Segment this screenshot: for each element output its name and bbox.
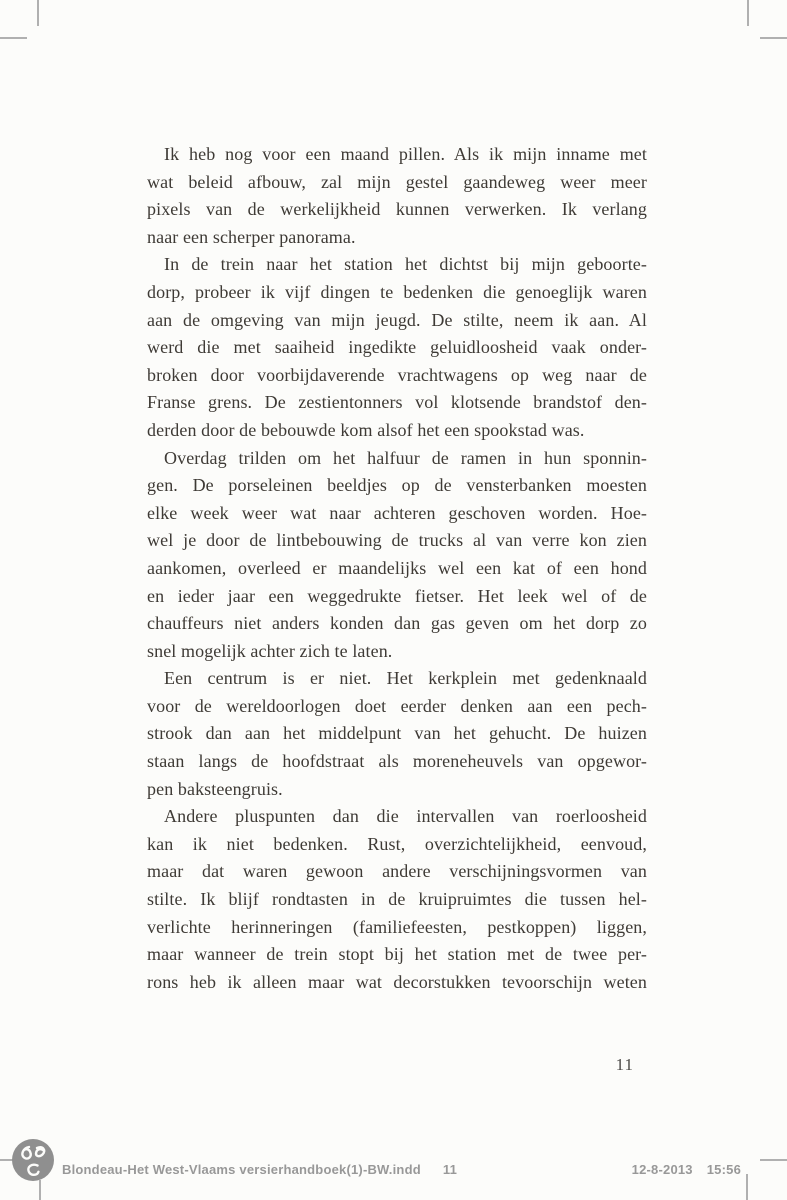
- slug-date: 12-8-2013: [631, 1162, 693, 1177]
- text-line: snel mogelijk achter zich te laten.: [147, 640, 393, 661]
- footer-slug-line: [0, 1138, 787, 1188]
- text-line: wat beleid afbouw, zal mijn gestel gaandeweg weer meer: [147, 171, 647, 192]
- text-line: chauffeurs niet anders konden dan gas geven om het dorp zo: [147, 613, 647, 634]
- text-line: elke week weer wat naar achteren geschoven worden. Hoe-: [147, 502, 647, 523]
- text-line: gen. De porseleinen beeldjes op de vensterbanken moesten: [147, 475, 647, 496]
- text-line: staan langs de hoofdstraat als moreneheuvels van opgewor-: [147, 751, 647, 772]
- crop-mark-top-right-vertical: [747, 0, 749, 26]
- text-line: Ik heb nog voor een maand pillen. Als ik mijn inname met: [164, 144, 647, 164]
- text-line: kan ik niet bedenken. Rust, overzichtelijkheid, eenvoud,: [147, 833, 647, 854]
- text-line: dorp, probeer ik vijf dingen te bedenken die genoeglijk waren: [147, 281, 647, 302]
- paragraph: [147, 803, 647, 996]
- text-line: aankomen, overleed er maandelijks wel een kat of een hond: [147, 557, 647, 578]
- text-line: Overdag trilden om het halfuur de ramen in hun sponnin-: [164, 447, 647, 468]
- text-line: pixels van de werkelijkheid kunnen verwerken. Ik verlang: [147, 199, 647, 220]
- crop-mark-top-left-vertical: [37, 0, 39, 26]
- slug-time: 15:56: [706, 1162, 741, 1177]
- text-line: maar dat waren gewoon andere verschijningsvormen van: [147, 861, 647, 882]
- text-line: broken door voorbijdaverende vrachtwagens op weg naar de: [147, 364, 647, 385]
- text-line: strook dan aan het middelpunt van het gehucht. De huizen: [147, 723, 647, 744]
- paragraph: [147, 251, 647, 444]
- text-line: verlichte herinneringen (familiefeesten, pestkoppen) liggen,: [147, 916, 647, 937]
- text-line: voor de wereldoorlogen doet eerder denken aan een pech-: [147, 695, 647, 716]
- slug-filename: Blondeau-Het West-Vlaams versierhandboek(1)-BW.indd: [62, 1162, 421, 1177]
- text-line: wel je door de lintbebouwing de trucks al van verre kon zien: [147, 530, 647, 551]
- slug-datetime: [632, 1162, 741, 1177]
- crop-mark-top-left-horizontal: [0, 37, 27, 39]
- text-line: en ieder jaar een weggedrukte fietser. Het leek wel of de: [147, 585, 647, 606]
- text-line: aan de omgeving van mijn jeugd. De stilte, neem ik aan. Al: [147, 309, 647, 330]
- text-line: werd die met saaiheid ingedikte geluidloosheid vaak onder-: [147, 337, 647, 358]
- bol-com-logo-icon: [11, 1138, 55, 1182]
- paragraph: [147, 445, 647, 666]
- text-line: Een centrum is er niet. Het kerkplein met gedenknaald: [164, 668, 647, 689]
- page-number: 11: [615, 1055, 634, 1074]
- text-line: maar wanneer de trein stopt bij het station met de twee per-: [147, 944, 647, 965]
- slug-page-ref: 11: [442, 1162, 458, 1177]
- text-line: derden door de bebouwde kom alsof het een spookstad was.: [147, 419, 585, 440]
- paragraph: [147, 141, 647, 251]
- paragraph: [147, 665, 647, 803]
- text-line: naar een scherper panorama.: [147, 226, 356, 247]
- text-block: [147, 141, 647, 996]
- text-line: rons heb ik alleen maar wat decorstukken tevoorschijn weten: [147, 971, 647, 992]
- text-line: Andere pluspunten dan die intervallen van roerloosheid: [164, 806, 647, 827]
- text-line: stilte. Ik blijf rondtasten in de kruipruimtes die tussen hel-: [147, 889, 647, 910]
- text-line: pen baksteengruis.: [147, 778, 283, 799]
- text-line: In de trein naar het station het dichtst bij mijn geboorte-: [164, 254, 647, 275]
- text-line: Franse grens. De zestientonners vol klotsende brandstof den-: [147, 392, 647, 413]
- crop-mark-top-right-horizontal: [760, 37, 787, 39]
- slug-filename-line: [62, 1162, 457, 1177]
